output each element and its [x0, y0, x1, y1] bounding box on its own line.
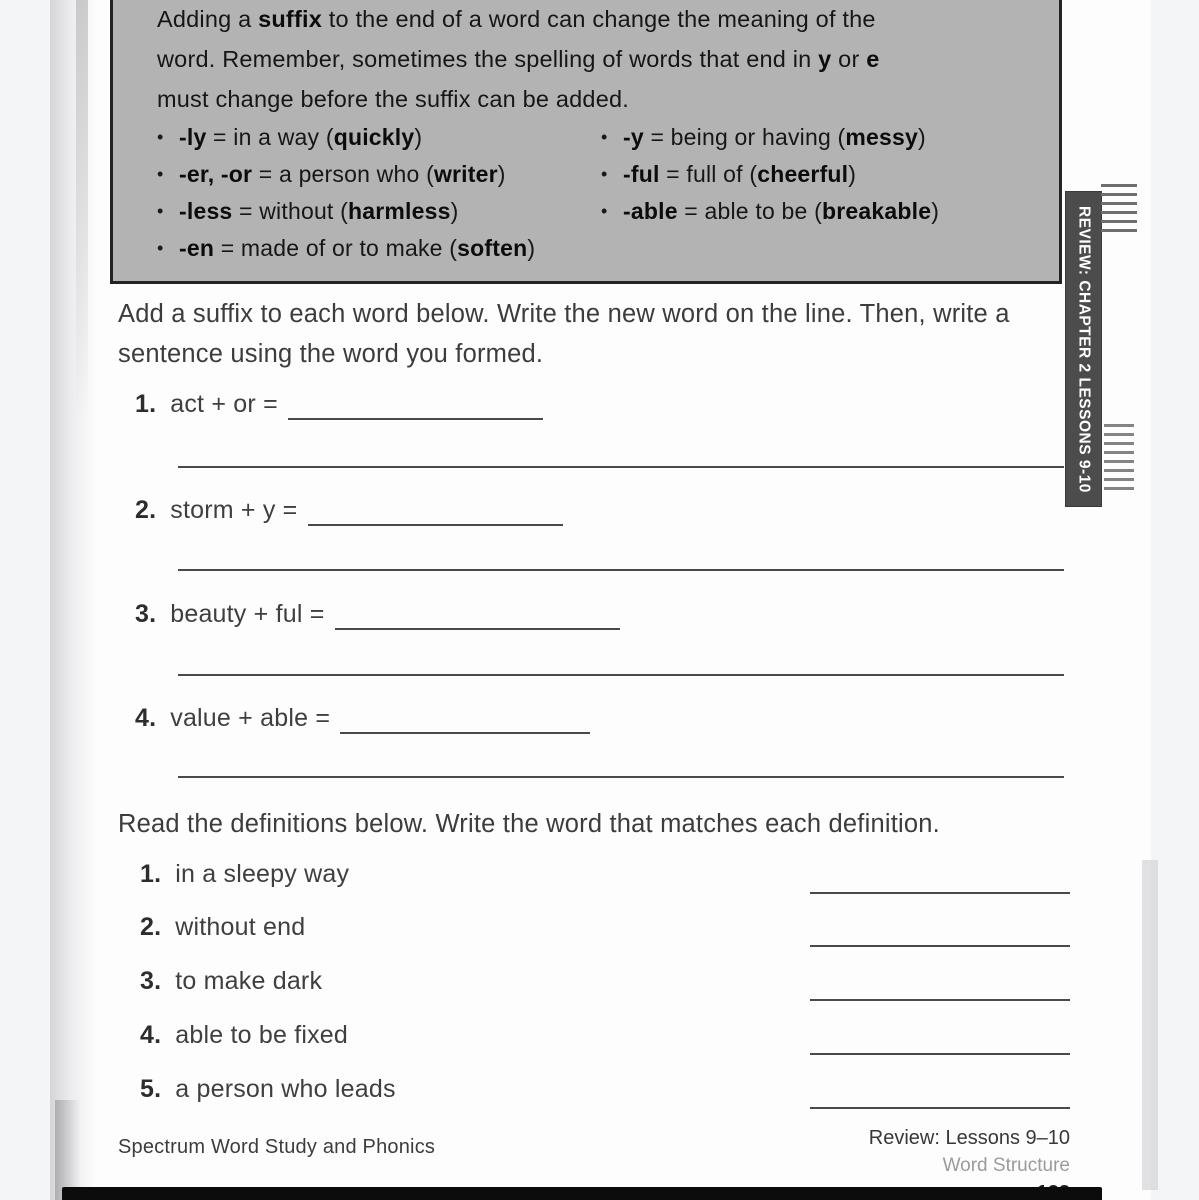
- suffix-rule-en: • -en = made of or to make (soften): [157, 230, 601, 267]
- word-structure-label: Word Structure: [942, 1155, 1070, 1176]
- scan-streak: [76, 0, 88, 420]
- item-number: 2.: [135, 496, 157, 524]
- item-number: 1.: [140, 860, 162, 888]
- chapter-review-tab: [1066, 192, 1101, 506]
- answer-line-word-2[interactable]: [308, 506, 563, 526]
- rules-intro-line-2: word. Remember, sometimes the spelling of words that end in y or e: [157, 46, 880, 72]
- answer-line-word-4[interactable]: [340, 714, 590, 734]
- item-number: 3.: [135, 600, 157, 628]
- rules-intro-line-3: must change before the suffix can be added.: [157, 86, 629, 112]
- definition-answer-line-3[interactable]: [810, 999, 1070, 1001]
- exercise-item-2: [135, 496, 563, 526]
- scan-edge-right: [1142, 860, 1158, 1190]
- item-text: in a sleepy way: [175, 860, 350, 888]
- rules-intro-line-1: Adding a suffix to the end of a word can change the meaning of the: [157, 6, 876, 32]
- binding-marks-bottom: [1104, 424, 1134, 492]
- suffix-rule-able: • -able = able to be (breakable): [601, 193, 1023, 230]
- item-text: beauty + ful =: [170, 600, 325, 628]
- item-number: 1.: [135, 390, 157, 418]
- definition-answer-line-2[interactable]: [810, 945, 1070, 947]
- section1-instructions: Add a suffix to each word below. Write the new word on the line. Then, write a sentence using the word you formed.: [118, 300, 1010, 368]
- definition-answer-line-5[interactable]: [810, 1107, 1070, 1109]
- scan-smudge: [55, 1100, 81, 1200]
- exercise-item-1: [135, 390, 543, 420]
- scan-bottom-bar: [62, 1187, 1102, 1200]
- definition-answer-line-1[interactable]: [810, 892, 1070, 894]
- answer-line-word-3[interactable]: [335, 610, 620, 630]
- suffix-rule-ly: • -ly = in a way (quickly): [157, 119, 601, 156]
- section2-instructions: Read the definitions below. Write the word that matches each definition.: [118, 810, 940, 838]
- binding-marks-top: [1101, 184, 1137, 236]
- sentence-line-2[interactable]: [178, 569, 1064, 571]
- item-number: 3.: [140, 967, 162, 995]
- answer-line-word-1[interactable]: [288, 400, 543, 420]
- suffix-rule-y: • -y = being or having (messy): [601, 119, 1023, 156]
- exercise-item-4: [135, 704, 590, 734]
- scan-edge-left: [50, 0, 96, 1200]
- item-number: 4.: [135, 704, 157, 732]
- review-lessons-label: Review: Lessons 9–10: [868, 1127, 1070, 1149]
- sentence-line-4[interactable]: [178, 776, 1064, 778]
- sentence-line-1[interactable]: [178, 466, 1064, 468]
- definition-item-2: [140, 913, 1070, 945]
- chapter-review-tab-label: REVIEW: CHAPTER 2 LESSONS 9-10: [1075, 205, 1093, 493]
- definition-item-3: [140, 967, 1070, 999]
- sentence-line-3[interactable]: [178, 674, 1064, 676]
- suffix-rules-list: [157, 119, 1023, 267]
- suffix-rule-less: • -less = without (harmless): [157, 193, 601, 230]
- item-text: value + able =: [170, 704, 331, 732]
- item-number: 5.: [140, 1075, 162, 1103]
- item-text: a person who leads: [175, 1075, 396, 1103]
- exercise-item-3: [135, 600, 620, 630]
- item-number: 2.: [140, 913, 162, 941]
- item-text: to make dark: [175, 967, 323, 995]
- book-title: Spectrum Word Study and Phonics: [118, 1136, 436, 1158]
- definition-item-4: [140, 1021, 1070, 1053]
- definition-answer-line-4[interactable]: [810, 1053, 1070, 1055]
- suffix-rule-ful: • -ful = full of (cheerful): [601, 156, 1023, 193]
- suffix-rules-box: [110, 0, 1062, 284]
- item-text: without end: [175, 913, 306, 941]
- suffix-rule-er-or: • -er, -or = a person who (writer): [157, 156, 601, 193]
- item-number: 4.: [140, 1021, 162, 1049]
- item-text: able to be fixed: [175, 1021, 349, 1049]
- definition-item-5: [140, 1075, 1070, 1107]
- item-text: act + or =: [170, 390, 278, 418]
- rules-intro: [157, 0, 1023, 119]
- item-text: storm + y =: [170, 496, 298, 524]
- definition-item-1: [140, 860, 1070, 892]
